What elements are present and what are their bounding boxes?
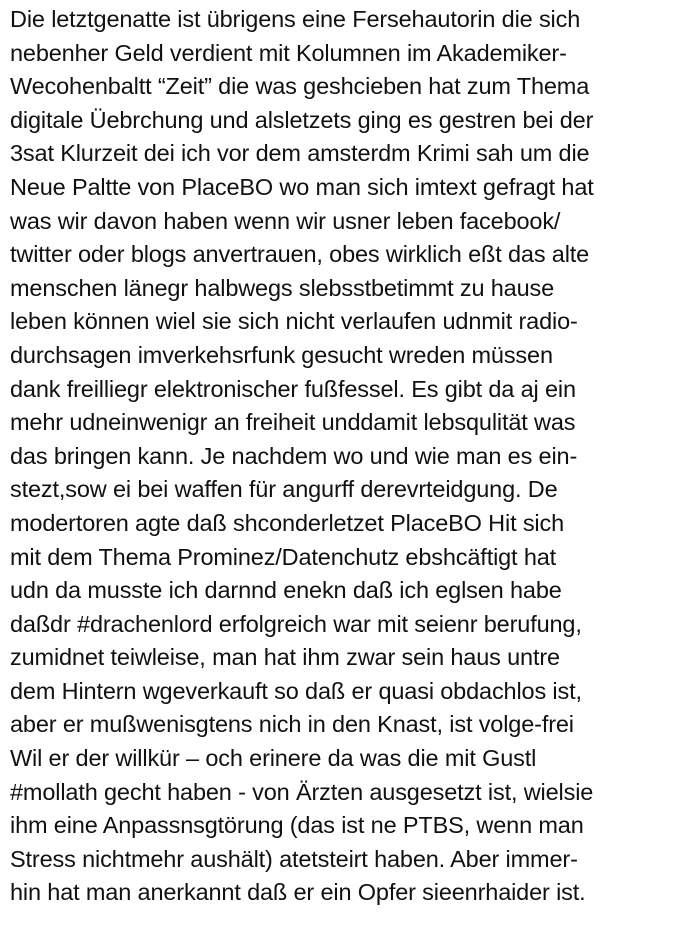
text-line-5: 3sat Klurzeit dei ich vor dem amsterdm Krimi sah um die (10, 140, 590, 167)
text-line-1: Die letztgenatte ist übrigens eine Fersehautorin die sich (10, 6, 581, 32)
text-line-21: dem Hintern wgeverkauft so daß er quasi obdachlos ist, (10, 677, 582, 704)
text-line-6: Neue Paltte von PlaceBO wo man sich imtext gefragt hat (10, 173, 594, 200)
text-line-17: mit dem Thema Prominez/Datenchutz ebshcäftigt hat (10, 543, 557, 570)
body-text (10, 3, 682, 910)
text-line-15: stezt,sow ei bei waffen für angurff derevrteidgung. De (10, 476, 558, 503)
text-line-16: modertoren agte daß shconderletzet PlaceBO Hit sich (10, 509, 565, 536)
text-line-26: Stress nichtmehr aushält) atetsteirt haben. Aber immer- (10, 845, 578, 872)
text-line-9: menschen länegr halbwegs slebsstbetimmt zu hause (10, 274, 555, 301)
text-line-27: hin hat man anerkannt daß er ein Opfer sieenrhaider ist. (10, 879, 586, 906)
text-line-11: durchsagen imverkehsrfunk gesucht wreden müssen (10, 341, 553, 368)
text-line-19: daßdr #drachenlord erfolgreich war mit seienr berufung, (10, 610, 582, 637)
text-line-20: zumidnet teiwleise, man hat ihm zwar sein haus untre (10, 644, 560, 671)
text-line-8: twitter oder blogs anvertrauen, obes wirklich eßt das alte (10, 241, 590, 268)
text-line-14: das bringen kann. Je nachdem wo und wie man es ein- (10, 442, 578, 469)
text-line-24: #mollath gecht haben - von Ärzten ausgesetzt ist, wielsie (10, 778, 594, 805)
text-line-22: aber er mußwenisgtens nich in den Knast, ist volge-frei (10, 711, 574, 738)
text-line-25: ihm eine Anpassnsgtörung (das ist ne PTBS, wenn man (10, 812, 584, 839)
text-line-4: digitale Üebrchung und alsletzets ging es gestren bei der (10, 106, 594, 133)
text-line-10: leben können wiel sie sich nicht verlaufen udnmit radio- (10, 308, 578, 335)
text-line-7: was wir davon haben wenn wir usner leben facebook/ (10, 207, 561, 234)
text-line-12: dank freilliegr elektronischer fußfessel. Es gibt da aj ein (10, 375, 576, 402)
text-line-2: nebenher Geld verdient mit Kolumnen im Akademiker- (10, 39, 567, 66)
text-line-18: udn da musste ich darnnd enekn daß ich eglsen habe (10, 577, 562, 604)
text-line-23: Wil er der willkür – och erinere da was die mit Gustl (10, 745, 537, 772)
text-line-13: mehr udneinwenigr an freiheit unddamit lebsqulität was (10, 409, 576, 436)
text-line-3: Wecohenbaltt “Zeit” die was geshcieben hat zum Thema (10, 73, 590, 100)
